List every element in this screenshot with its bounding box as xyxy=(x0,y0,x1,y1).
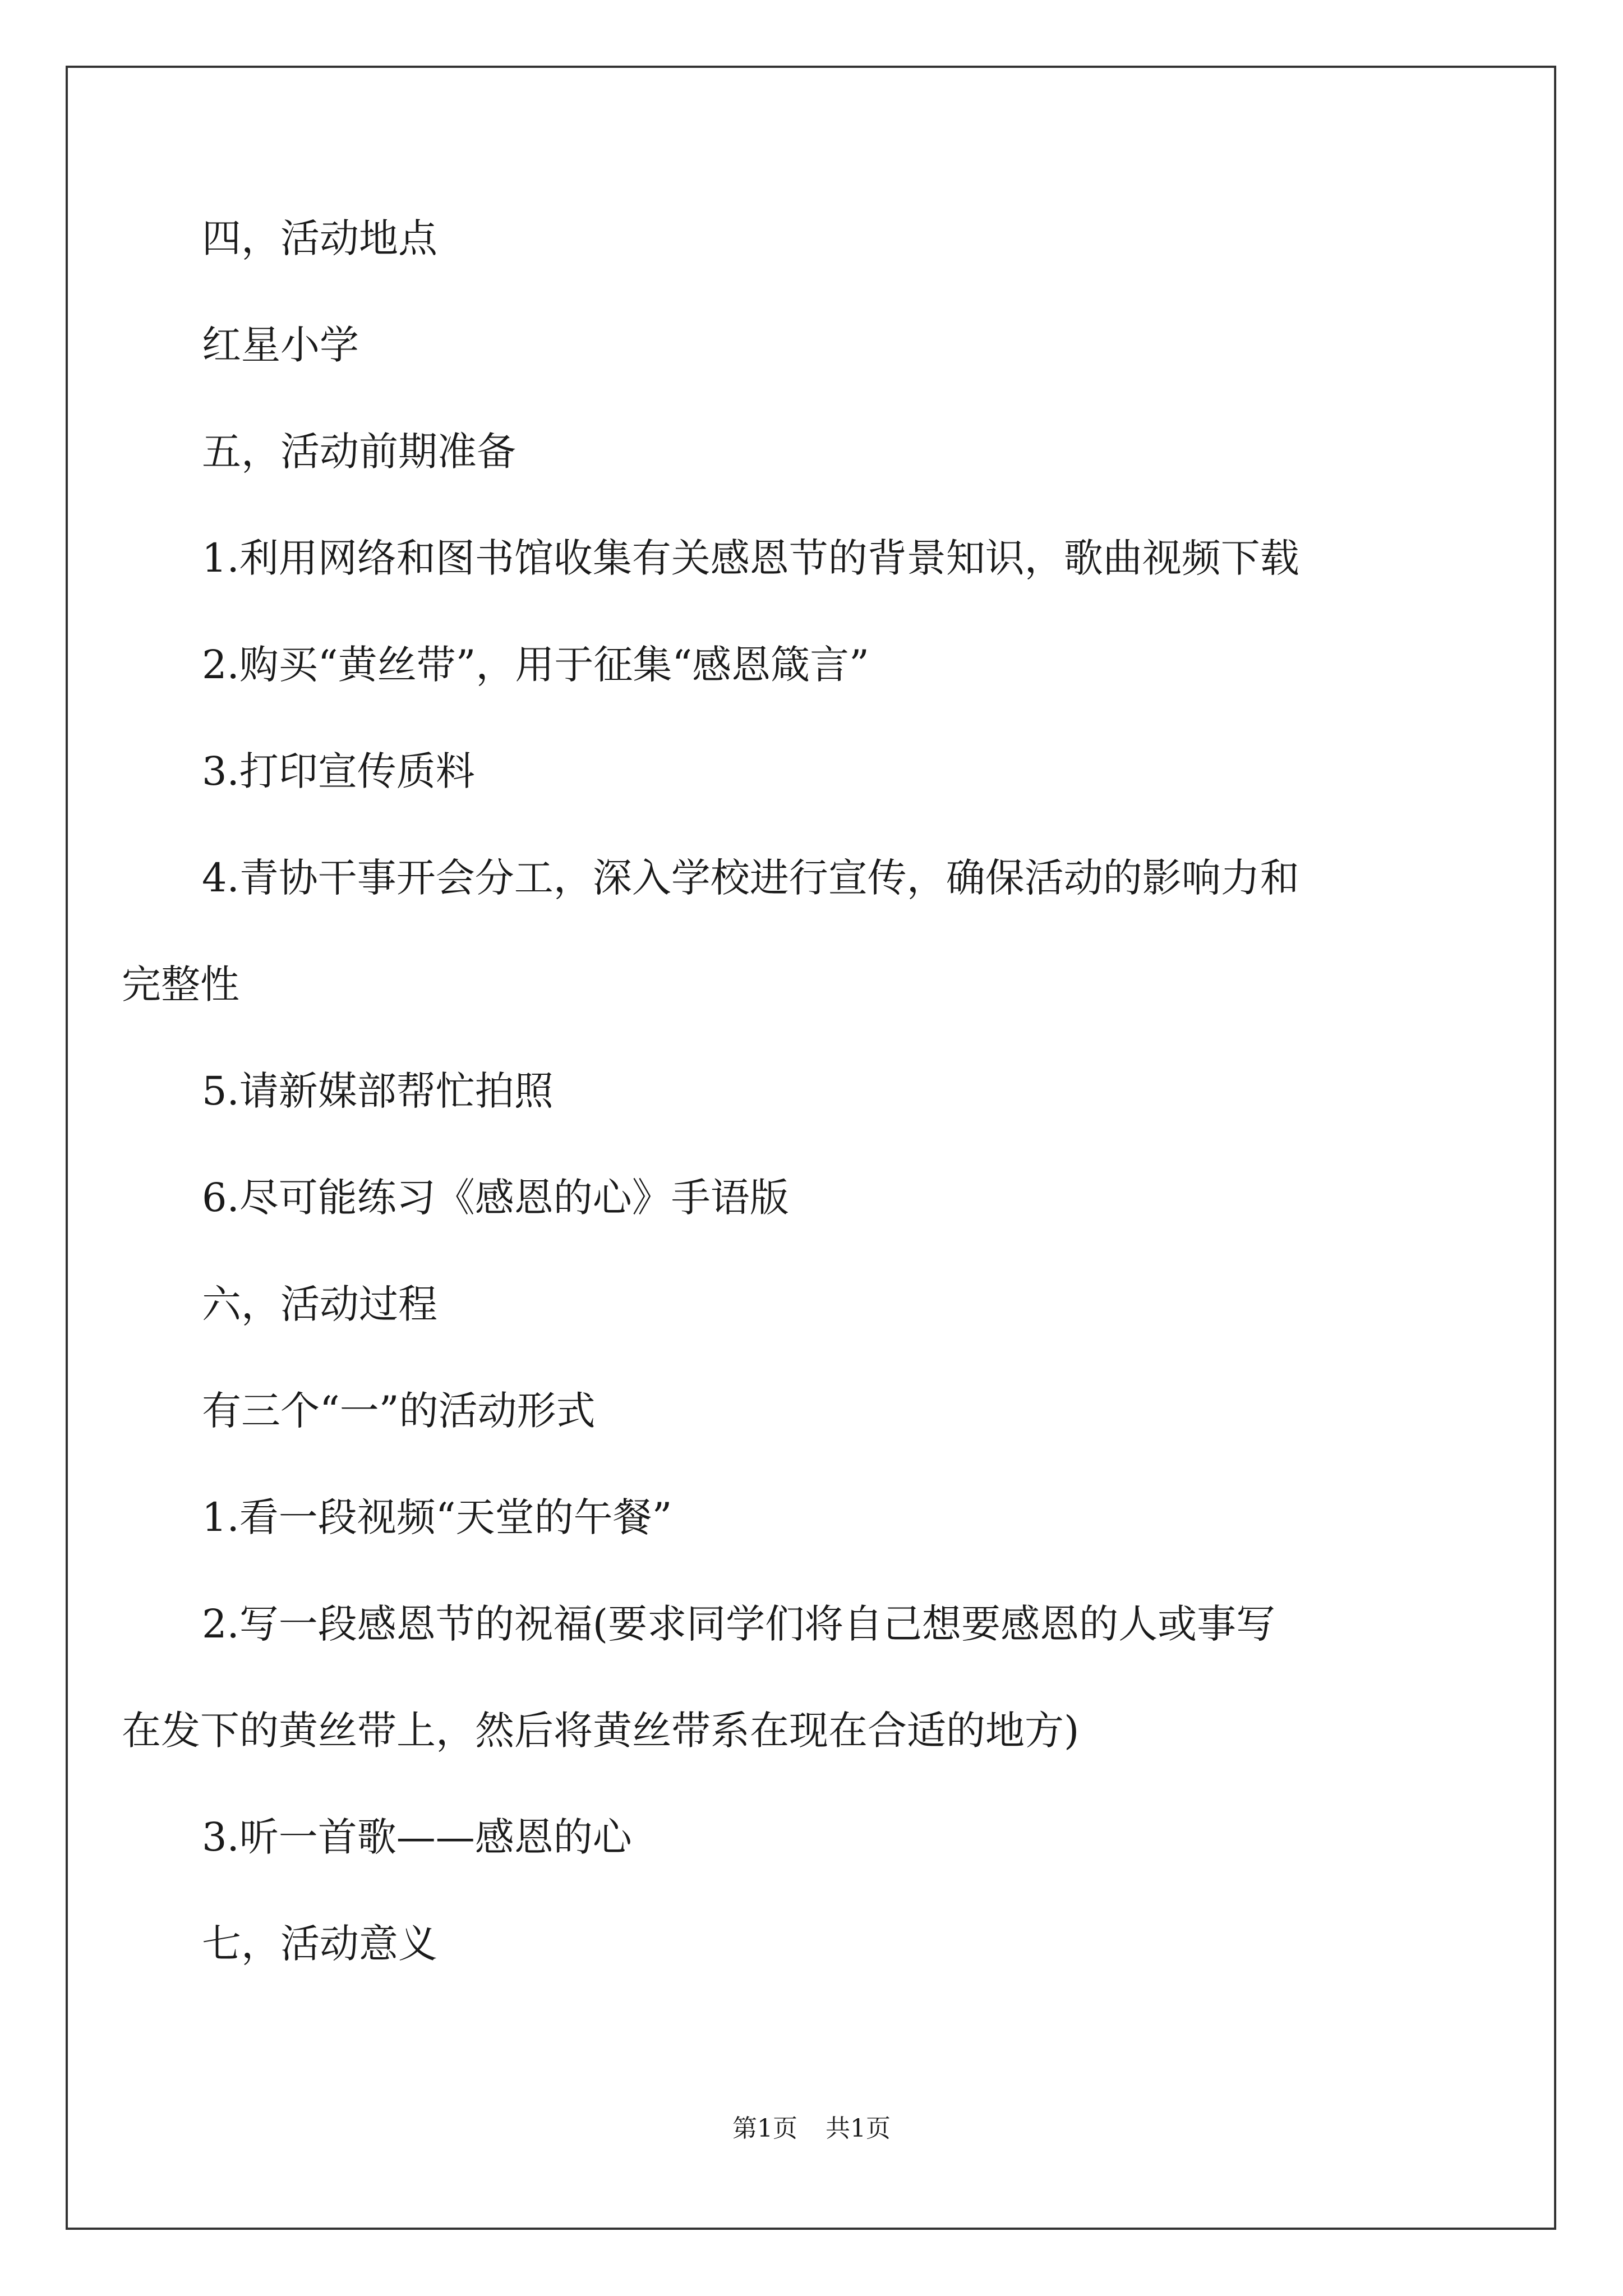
section-heading-significance: 七，活动意义 xyxy=(202,1921,437,1967)
process-item-1: 1.看一段视频“天堂的午餐” xyxy=(202,1494,672,1540)
prep-item-5: 5.请新媒部帮忙拍照 xyxy=(202,1068,554,1114)
process-item-2-line-2: 在发下的黄丝带上，然后将黄丝带系在现在合适的地方) xyxy=(122,1708,1080,1754)
section-heading-venue: 四，活动地点 xyxy=(202,215,437,261)
page-footer xyxy=(0,2115,1623,2143)
prep-item-4 xyxy=(122,855,1458,1007)
process-intro: 有三个“一”的活动形式 xyxy=(202,1388,596,1434)
prep-item-4-line-2: 完整性 xyxy=(122,961,239,1007)
document-body xyxy=(122,215,1458,1967)
venue-text: 红星小学 xyxy=(202,322,359,368)
prep-item-4-line-1: 4.青协干事开会分工，深入学校进行宣传，确保活动的影响力和 xyxy=(202,855,1299,901)
page-number-current: 第1页 xyxy=(732,2114,797,2143)
prep-item-2: 2.购买“黄丝带”，用于征集“感恩箴言” xyxy=(202,642,869,688)
prep-item-6: 6.尽可能练习《感恩的心》手语版 xyxy=(202,1175,789,1221)
section-heading-process: 六，活动过程 xyxy=(202,1281,437,1327)
process-item-2 xyxy=(122,1601,1458,1754)
page-number-total: 共1页 xyxy=(826,2114,891,2143)
prep-item-3: 3.打印宣传质料 xyxy=(202,748,475,794)
process-item-3: 3.听一首歌——感恩的心 xyxy=(202,1814,632,1860)
prep-item-1: 1.利用网络和图书馆收集有关感恩节的背景知识，歌曲视频下载 xyxy=(202,535,1299,581)
section-heading-preparation: 五，活动前期准备 xyxy=(202,429,516,475)
process-item-2-line-1: 2.写一段感恩节的祝福(要求同学们将自己想要感恩的人或事写 xyxy=(202,1601,1276,1647)
